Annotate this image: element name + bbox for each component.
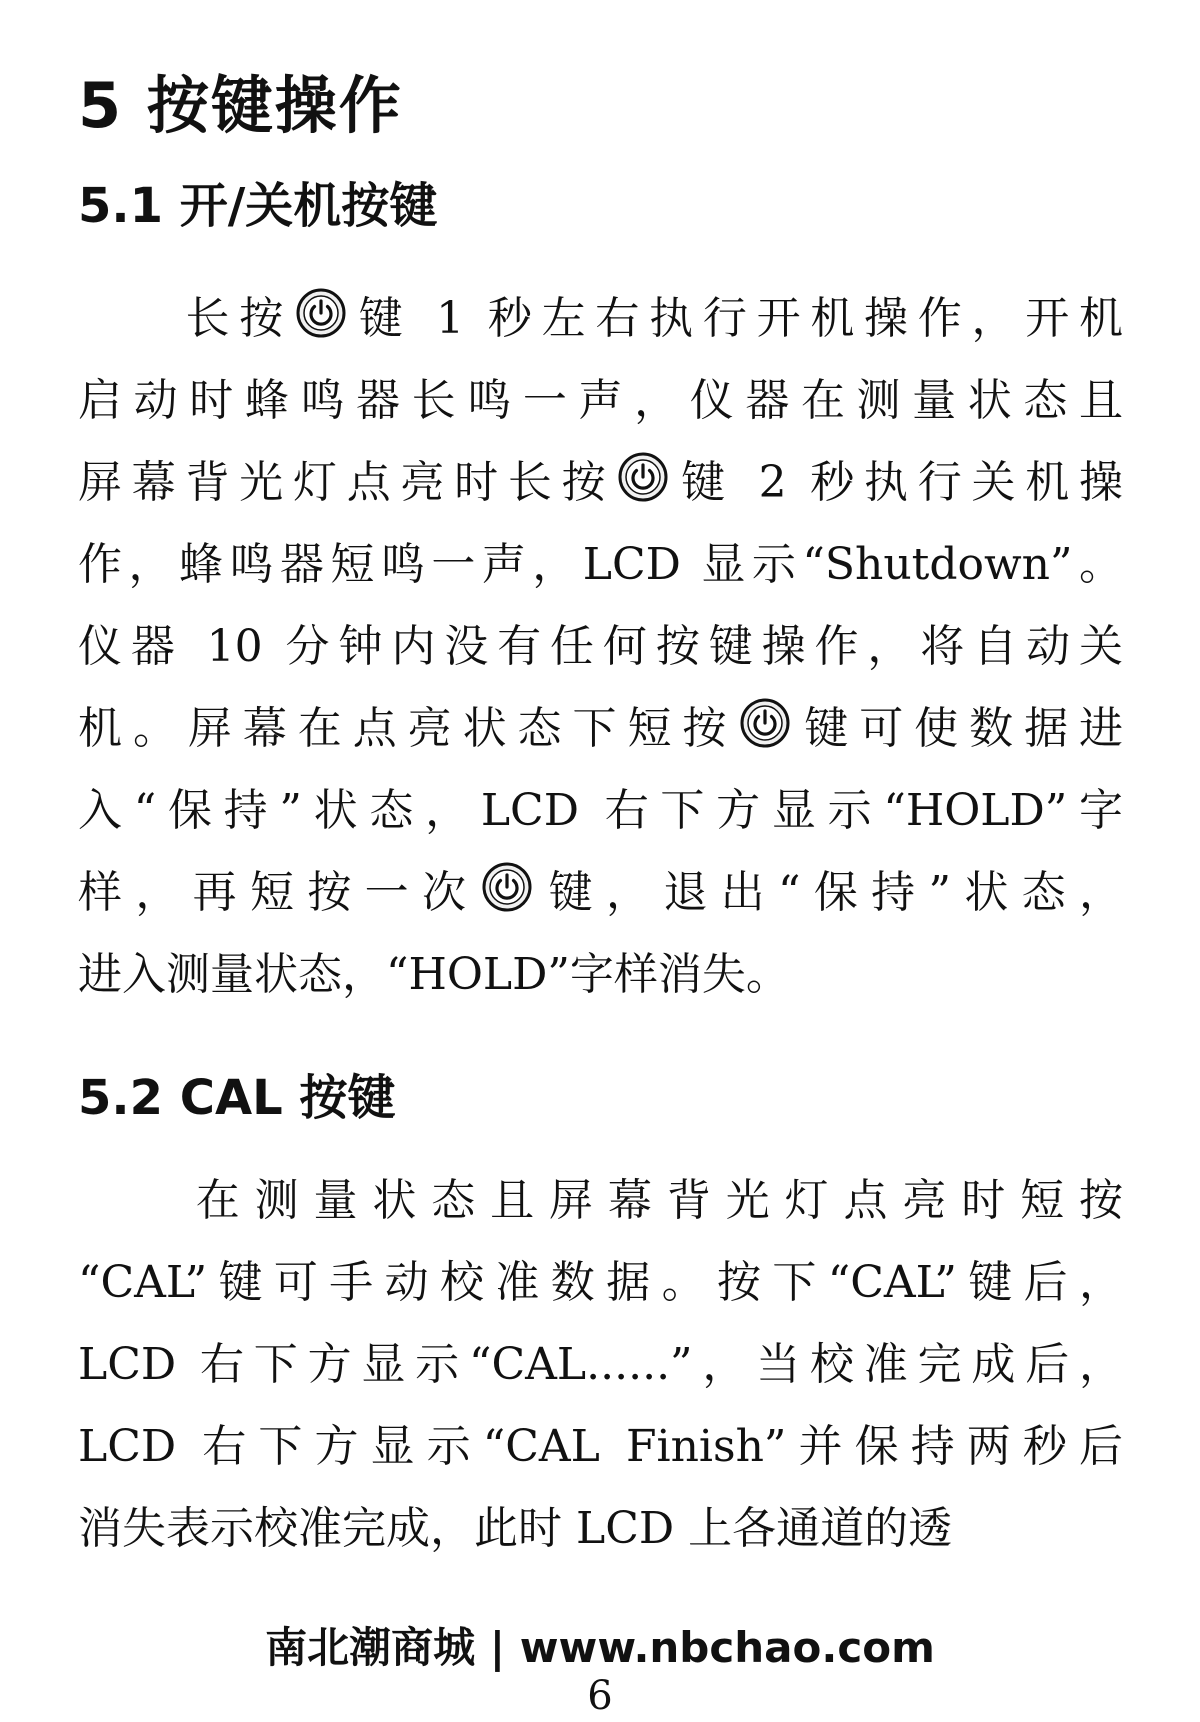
text-run: 样，再短按一次 xyxy=(78,867,480,918)
text-line xyxy=(78,934,1123,1016)
text-run: 屏幕背光灯点亮时长按 xyxy=(78,457,616,508)
section-heading-cal: 5.2 CAL 按键 xyxy=(78,1070,396,1126)
text-line xyxy=(78,852,1123,934)
text-line xyxy=(78,688,1123,770)
chapter-heading: 5 按键操作 xyxy=(78,69,403,142)
text-line xyxy=(78,442,1123,524)
text-run: 机。屏幕在点亮状态下短按 xyxy=(78,703,738,754)
text-line xyxy=(78,524,1123,606)
text-run: 长按 xyxy=(78,293,293,344)
section-heading-power: 5.1 开/关机按键 xyxy=(78,178,438,234)
text-run: 键 2 秒执行关机操 xyxy=(671,457,1124,508)
text-line xyxy=(78,606,1123,688)
power-button-icon xyxy=(295,287,347,339)
power-button-icon xyxy=(481,861,533,913)
text-line xyxy=(78,1324,1123,1406)
text-run: 在测量状态且屏幕背光灯点亮时短按 xyxy=(78,1175,1123,1226)
page-number: 6 xyxy=(587,1673,613,1719)
text-line xyxy=(78,1242,1123,1324)
text-line xyxy=(78,1406,1123,1488)
section-body-cal xyxy=(78,1160,1123,1570)
text-run: 入“保持”状态，LCD 右下方显示“HOLD”字 xyxy=(78,785,1123,836)
text-line xyxy=(78,278,1123,360)
text-run: 键 1 秒左右执行开机操作，开机 xyxy=(348,293,1124,344)
text-run: “CAL”键可手动校准数据。按下“CAL”键后， xyxy=(78,1257,1123,1308)
text-run: 进入测量状态，“HOLD”字样消失。 xyxy=(78,949,790,1000)
section-body-power xyxy=(78,278,1123,1016)
text-run: 仪器 10 分钟内没有任何按键操作，将自动关 xyxy=(78,621,1123,672)
text-run: 键，退出“保持”状态， xyxy=(535,867,1123,918)
power-button-icon xyxy=(617,451,669,503)
text-line xyxy=(78,360,1123,442)
text-run: 作，蜂鸣器短鸣一声，LCD 显示“Shutdown”。 xyxy=(78,539,1123,590)
text-run: 键可使数据进 xyxy=(793,703,1124,754)
power-button-icon xyxy=(739,697,791,749)
text-line xyxy=(78,1160,1123,1242)
text-line xyxy=(78,1488,1123,1570)
text-run: 启动时蜂鸣器长鸣一声，仪器在测量状态且 xyxy=(78,375,1123,426)
text-line xyxy=(78,770,1123,852)
text-run: 消失表示校准完成，此时 LCD 上各通道的透 xyxy=(78,1503,953,1554)
footer-watermark: 南北潮商城 | www.nbchao.com xyxy=(265,1623,935,1672)
text-run: LCD 右下方显示“CAL......”，当校准完成后， xyxy=(78,1339,1123,1390)
text-run: LCD 右下方显示“CAL Finish”并保持两秒后 xyxy=(78,1421,1123,1472)
